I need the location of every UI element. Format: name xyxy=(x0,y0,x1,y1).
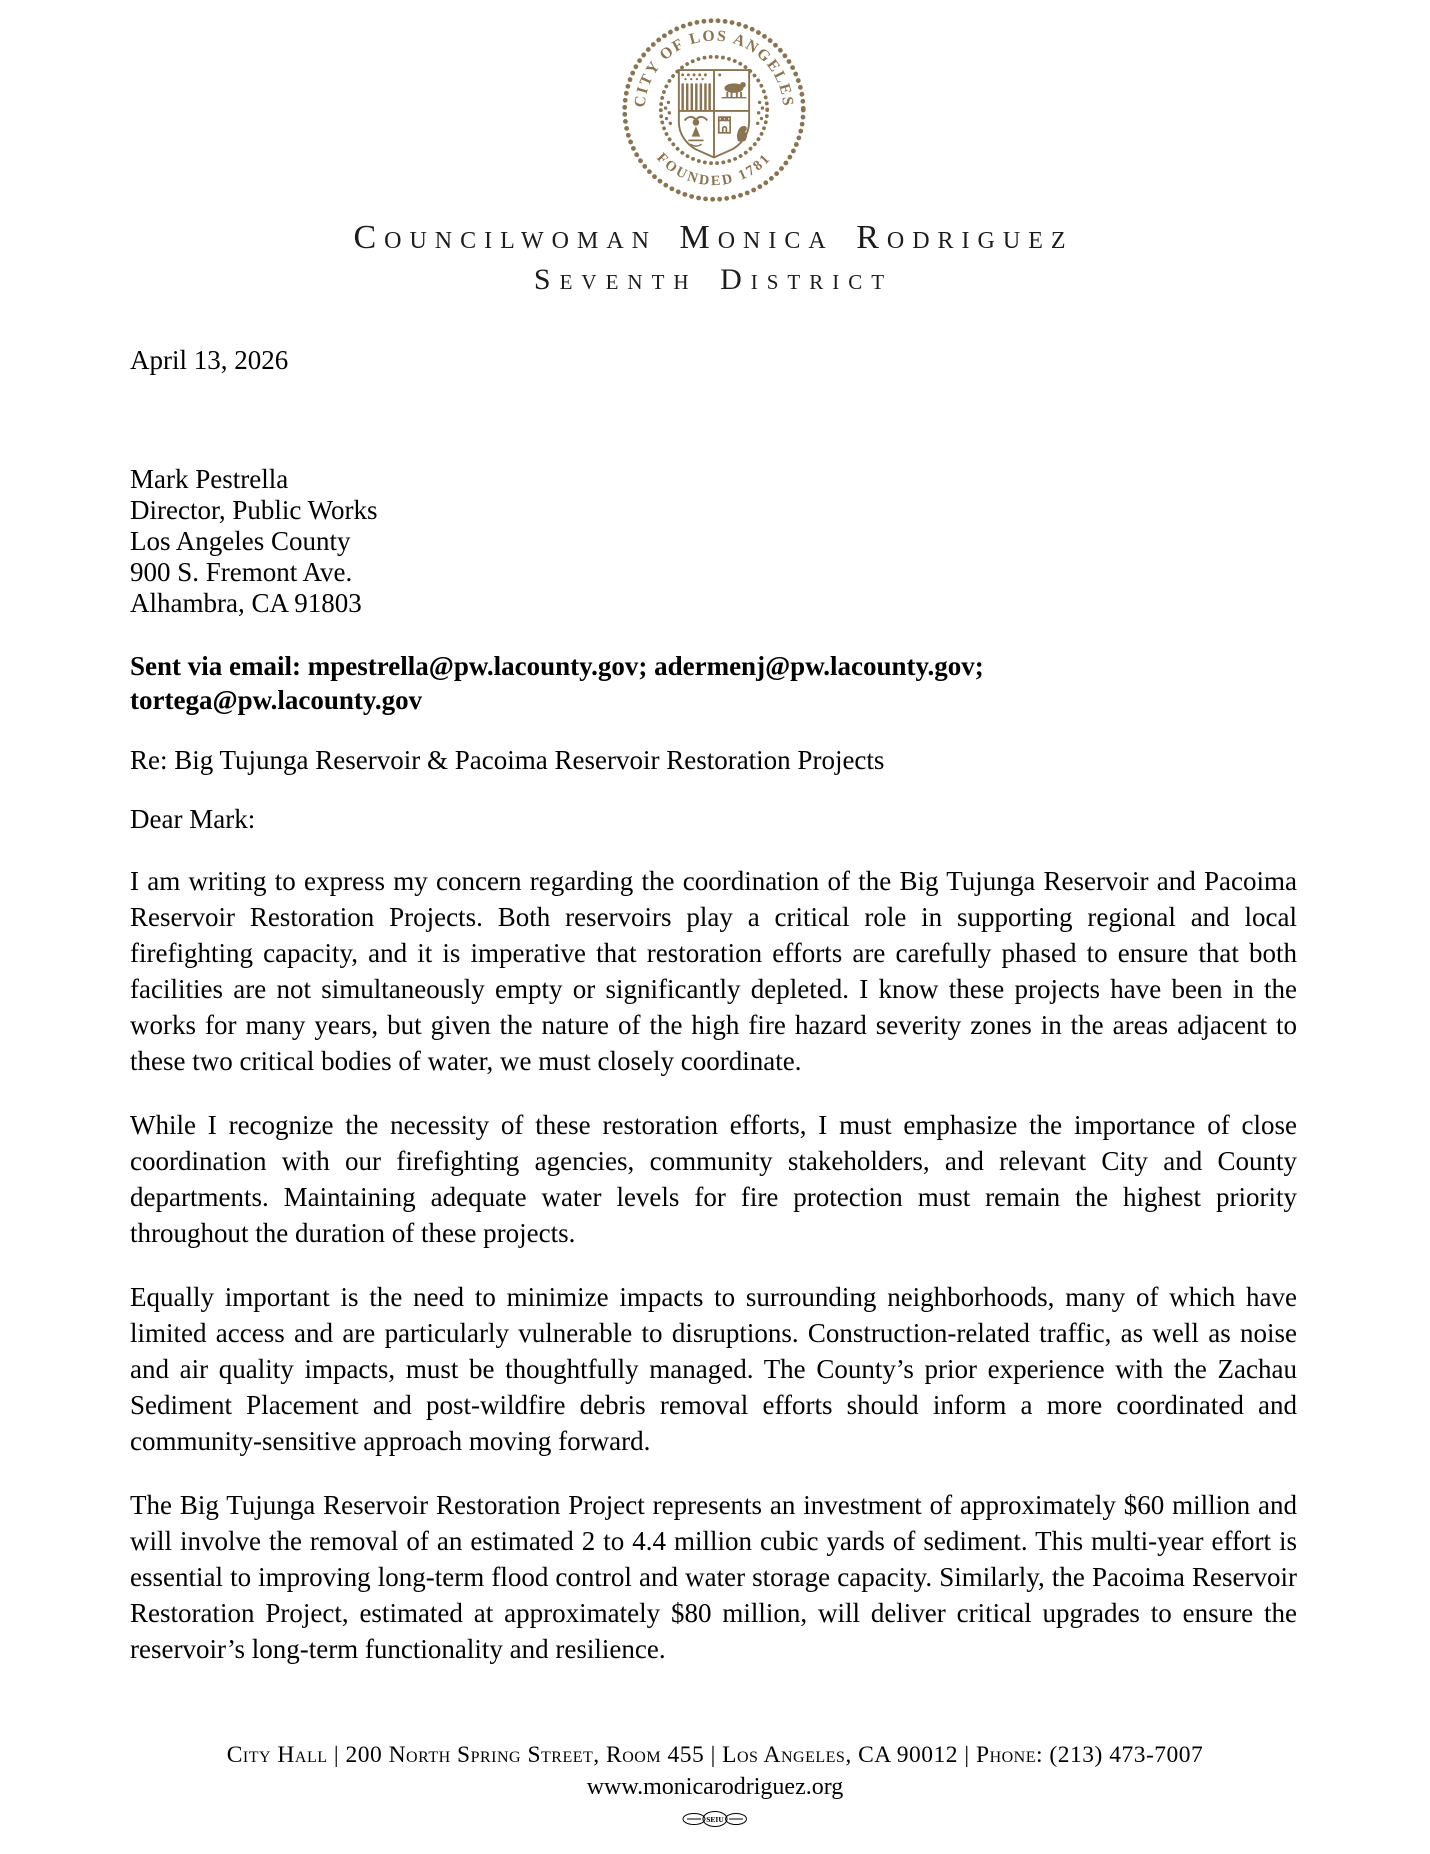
letterhead-district: Seventh District xyxy=(533,263,894,296)
salutation: Dear Mark: xyxy=(130,804,256,834)
letterhead-name: Councilwoman Monica Rodriguez xyxy=(353,219,1074,256)
city-of-los-angeles-seal-icon xyxy=(619,15,809,205)
recipient-address-block xyxy=(130,464,1297,619)
subject-line: Re: Big Tujunga Reservoir & Pacoima Reservoir Restoration Projects xyxy=(130,745,885,775)
seal-stars-stripes xyxy=(681,73,709,110)
letter-footer xyxy=(0,1742,1430,1834)
sent-via-email-line-2: tortega@pw.lacounty.gov xyxy=(130,685,423,715)
body-paragraph-1: I am writing to express my concern regarding the coordination of the Big Tujunga Reservoir and Pacoima Reservoir Restoration Projects. Both reservoirs play a critical role in supporting regional and local firefighting capacity, and it is imperative that restoration efforts are carefully phased to ensure that both facilities are not simultaneously empty or significantly depleted. I know these projects have been in the works for many years, but given the nature of the high fire hazard severity zones in the areas adjacent to these two critical bodies of water, we must closely coordinate. xyxy=(130,866,1297,1076)
seal-castle-lion xyxy=(718,117,746,142)
footer-contact-line: City Hall | 200 North Spring Street, Room 455 | Los Angeles, CA 90012 | Phone: (213) 473-7007 xyxy=(226,1742,1204,1768)
letterhead xyxy=(130,15,1297,297)
seal-left-branch xyxy=(663,101,671,125)
sent-via-email-block xyxy=(130,649,1297,717)
recipient-org: Los Angeles County xyxy=(130,526,351,556)
footer-website: www.monicarodriguez.org xyxy=(586,1774,844,1800)
body-paragraph-4: The Big Tujunga Reservoir Restoration Project represents an investment of approximately $60 million and will involve the removal of an estimated 2 to 4.4 million cubic yards of sediment. This multi-year effort is essential to improving long-term flood control and water storage capacity. Similarly, the Pacoima Reservoir Restoration Project, estimated at approximately $80 million, will deliver critical upgrades to ensure the reservoir’s long-term functionality and resilience. xyxy=(130,1490,1297,1664)
recipient-name: Mark Pestrella xyxy=(130,464,289,494)
seal-shield-icon xyxy=(678,70,748,157)
body-paragraph-3: Equally important is the need to minimize impacts to surrounding neighborhoods, many of which have limited access and are particularly vulnerable to disruptions. Construction-related traffic, as well as noise and air quality impacts, must be thoughtfully managed. The County’s prior experience with the Zachau Sediment Placement and post-wildfire debris removal efforts should inform a more coordinated and community-sensitive approach moving forward. xyxy=(130,1282,1297,1456)
body-paragraph-2: While I recognize the necessity of these restoration efforts, I must emphasize the importance of close coordination with our firefighting agencies, community stakeholders, and relevant City and County departments. Maintaining adequate water levels for fire protection must remain the highest priority throughout the duration of these projects. xyxy=(130,1110,1297,1248)
letter-date: April 13, 2026 xyxy=(130,345,289,375)
seal-bear xyxy=(718,73,746,97)
seal-bottom-text: FOUNDED 1781 xyxy=(652,149,775,190)
union-bug-label: SEIU xyxy=(706,1815,724,1824)
recipient-street: 900 S. Fremont Ave. xyxy=(130,557,353,587)
sent-via-email-line-1: Sent via email: mpestrella@pw.lacounty.gov; adermenj@pw.lacounty.gov; xyxy=(130,651,984,681)
seal-right-branch xyxy=(755,101,763,125)
union-bug-icon xyxy=(682,1809,748,1829)
recipient-title: Director, Public Works xyxy=(130,495,378,525)
seal-top-text: CITY OF LOS ANGELES xyxy=(630,27,796,109)
seal-eagle xyxy=(684,117,707,146)
recipient-city: Alhambra, CA 91803 xyxy=(130,588,362,618)
